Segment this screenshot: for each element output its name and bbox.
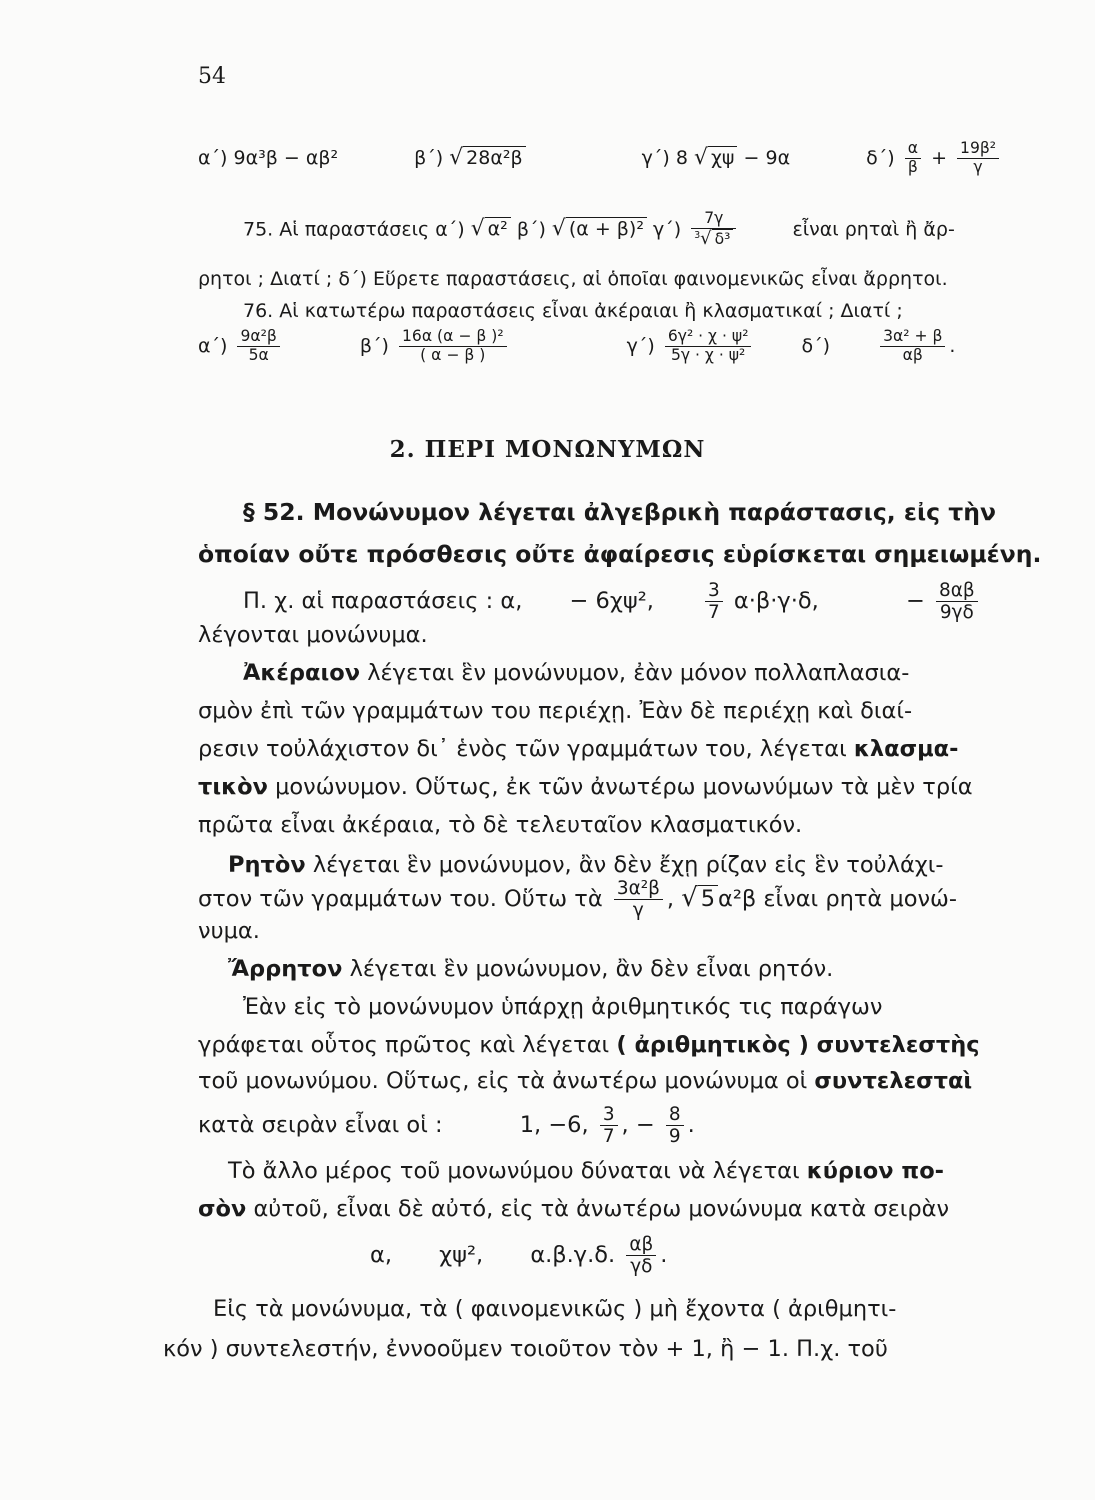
coefficient: 8 (675, 146, 688, 169)
radical: √ (α + β)² (552, 216, 647, 241)
coefficient-line-2 (198, 1032, 980, 1058)
final-line-2: κόν ) συντελεστήν, ἐννοοῦμεν τοιοῦτον τὸν + 1, ἢ − 1. Π.χ. τοῦ (163, 1336, 888, 1362)
term: ( ἀριθμητικὸς ) συντελεστὴς (616, 1032, 980, 1058)
section-title: 2. ΠΕΡΙ ΜΟΝΩΝΥΜΩΝ (389, 436, 706, 463)
value: α, (370, 1242, 392, 1269)
exercise-75-continued: ρητοι ; Διατί ; δ΄) Εὕρετε παραστάσεις, αἱ ὁποῖαι φαινομενικῶς εἶναι ἄρρητοι. (198, 268, 948, 290)
label: β΄) (414, 146, 444, 169)
value: α.β.γ.δ. (530, 1242, 616, 1269)
text: μονώνυμον. Οὕτως, ἐκ τῶν ἀνωτέρω μονωνύμων τὰ μὲν τρία (275, 774, 973, 800)
fraction: $\frac{8\alpha\beta}{9\gamma\delta}$ (936, 580, 978, 623)
operator: + (931, 146, 947, 169)
value: −6, (548, 1112, 589, 1139)
term: σὸν (198, 1196, 247, 1222)
monomial: α·β·γ·δ, (733, 588, 819, 615)
exercise-text: 75. Αἱ παραστάσεις (243, 218, 430, 241)
integer-line-4 (198, 774, 973, 800)
fraction: $\frac{3}{7}$ (600, 1104, 618, 1147)
term: Ἄρρητον (228, 956, 343, 982)
fraction: $\frac{\text{19β²}}{\gamma}$ (957, 140, 999, 177)
text: Τὸ ἄλλο μέρος τοῦ μονωνύμου δύναται νὰ λέγεται (228, 1158, 800, 1184)
coefficient-line-1: Ἐὰν εἰς τὸ μονώνυμον ὑπάρχῃ ἀριθμητικός τις παράγων (243, 994, 883, 1020)
coefficient-line-3 (198, 1068, 972, 1094)
radical: √ 5 (681, 883, 718, 913)
fraction: $\frac{\text{3α² + β}}{\alpha\beta}$ (880, 328, 945, 365)
expression: 9α³β − αβ² (233, 146, 339, 169)
exercise-76: 76. Αἱ κατωτέρω παραστάσεις εἶναι ἀκέραιαι ἢ κλασματικαί ; Διατί ; (243, 300, 903, 322)
text: αὐτοῦ, εἶναι δὲ αὐτό, εἰς τὰ ἀνωτέρω μονώνυμα κατὰ σειρὰν (253, 1196, 950, 1222)
term: κλασμα- (853, 736, 959, 762)
value: χψ², (439, 1242, 484, 1269)
expression: − 9α (743, 146, 791, 169)
radical: √ α² (471, 216, 511, 241)
fraction: $\frac{\text{6γ² · χ · ψ²}}{\text{5γ · χ · ψ²}}$ (665, 328, 752, 365)
label: δ΄) (801, 334, 831, 357)
label: γ΄) (626, 334, 655, 357)
radical: √ 28α²β (449, 145, 525, 170)
integer-line-3 (198, 736, 958, 762)
fraction: $\frac{\alpha\beta}{\gamma\delta}$ (626, 1234, 656, 1277)
text: α²β εἶναι ρητὰ μονώ- (718, 886, 958, 913)
definition-line-2: ὁποίαν οὔτε πρόσθεσις οὔτε ἀφαίρεσις εὑρίσκεται σημειωμένη. (198, 540, 1042, 568)
label: α΄) (198, 146, 228, 169)
fraction: $\frac{\text{16α (α − β )²}}{( \alpha - \beta )}$ (399, 328, 507, 365)
coefficient-line-4: κατὰ σειρὰν εἶναι οἱ : 1, −6, $\frac{3}{7}$ , − $\frac{8}{9}$ . (198, 1104, 695, 1148)
integer-line-1 (243, 660, 909, 686)
exercise-text: εἶναι ρηταὶ ἢ ἄρ- (792, 218, 955, 241)
fraction: $\frac{3}{7}$ (705, 580, 723, 623)
integer-line-5: πρῶτα εἶναι ἀκέραια, τὸ δὲ τελευταῖον κλασματικόν. (198, 812, 803, 838)
rational-line-2: στον τῶν γραμμάτων του. Οὕτω τὰ $\frac{\text{3α²β}}{\gamma}$ , √ 5 α²β εἶναι ρητὰ μονώ- (198, 878, 958, 922)
text: λέγεται ἓν μονώνυμον, ἂν δὲν εἶναι ρητόν. (349, 956, 834, 982)
text: λέγεται ἓν μονώνυμον, ἐὰν μόνον πολλαπλασια- (367, 660, 910, 686)
term: συντελεσταὶ (814, 1068, 973, 1094)
term: κύριον πο- (806, 1158, 944, 1184)
label: δ΄) (866, 146, 895, 169)
text: κατὰ σειρὰν εἶναι οἱ : (198, 1112, 443, 1139)
text: στον τῶν γραμμάτων του. Οὕτω τὰ (198, 886, 603, 913)
fraction: $\frac{\text{9α²β}}{5\alpha}$ (237, 328, 279, 365)
text: τοῦ μονωνύμου. Οὕτως, εἰς τὰ ἀνωτέρω μονώνυμα οἱ (198, 1068, 808, 1094)
rational-line-3: νυμα. (198, 918, 260, 944)
label: γ΄) (652, 218, 682, 241)
exercise-75 (243, 210, 955, 250)
value: 1, (519, 1112, 542, 1139)
monomial: − 6χψ², (569, 588, 654, 615)
text: γράφεται οὗτος πρῶτος καὶ λέγεται (198, 1032, 610, 1058)
term: Ρητὸν (228, 852, 306, 878)
example-line-2: λέγονται μονώνυμα. (198, 622, 428, 648)
text: Π. χ. αἱ παραστάσεις : (243, 588, 494, 615)
fraction: $\frac{7\gamma}{^3√ \delta^3}$ (691, 210, 736, 250)
label: α΄) (198, 334, 228, 357)
label: β΄) (516, 218, 546, 241)
term: Ἀκέραιον (243, 660, 361, 686)
fraction: $\frac{\alpha}{\beta}$ (905, 140, 921, 177)
fraction: $\frac{\text{3α²β}}{\gamma}$ (614, 878, 663, 921)
exercise-76-row: α΄) $\frac{\text{9α²β}}{5\alpha}$ β΄) $\frac{\text{16α (α − β )²}}{( \alpha - \beta )}$ γ΄) $\frac{\text{6γ² · χ · ψ²}}{\text{5γ · χ · ψ²}}$ δ΄) $\frac{\text{3α² + β}}{\alpha\beta}$ . (198, 327, 956, 364)
definition-line-1: § 52. Μονώνυμον λέγεται ἀλγεβρικὴ παράστασις, εἰς τὴν (243, 498, 996, 526)
label: β΄) (359, 334, 389, 357)
integer-line-2: σμὸν ἐπὶ τῶν γραμμάτων του περιέχῃ. Ἐὰν δὲ περιέχῃ καὶ διαί- (198, 698, 913, 724)
sign: − (905, 588, 925, 615)
text: λέγεται ἓν μονώνυμον, ἂν δὲν ἔχῃ ρίζαν εἰς ἓν τοὐλάχι- (312, 852, 944, 878)
term: τικὸν (198, 774, 268, 800)
irrational-line (228, 956, 833, 982)
fraction: $\frac{8}{9}$ (666, 1104, 684, 1147)
text: ρεσιν τοὐλάχιστον δι᾽ ἑνὸς τῶν γραμμάτων του, λέγεται (198, 736, 847, 762)
proper-line-1 (228, 1158, 944, 1184)
proper-line-2 (198, 1196, 949, 1222)
radical: √ χψ (694, 145, 737, 170)
sign: − (635, 1112, 655, 1139)
label: γ΄) (641, 146, 670, 169)
final-line-1: Εἰς τὰ μονώνυμα, τὰ ( φαινομενικῶς ) μὴ ἔχοντα ( ἀριθμητι- (213, 1296, 897, 1322)
page-number: 54 (198, 64, 226, 89)
example-line (243, 580, 982, 623)
exercise-74-row (198, 140, 1003, 177)
monomial: α, (500, 588, 523, 615)
rational-line-1 (228, 852, 944, 878)
proper-examples: α, χψ², α.β.γ.δ. $\frac{\alpha\beta}{\gamma\delta}$ . (370, 1234, 668, 1278)
label: α΄) (435, 218, 465, 241)
